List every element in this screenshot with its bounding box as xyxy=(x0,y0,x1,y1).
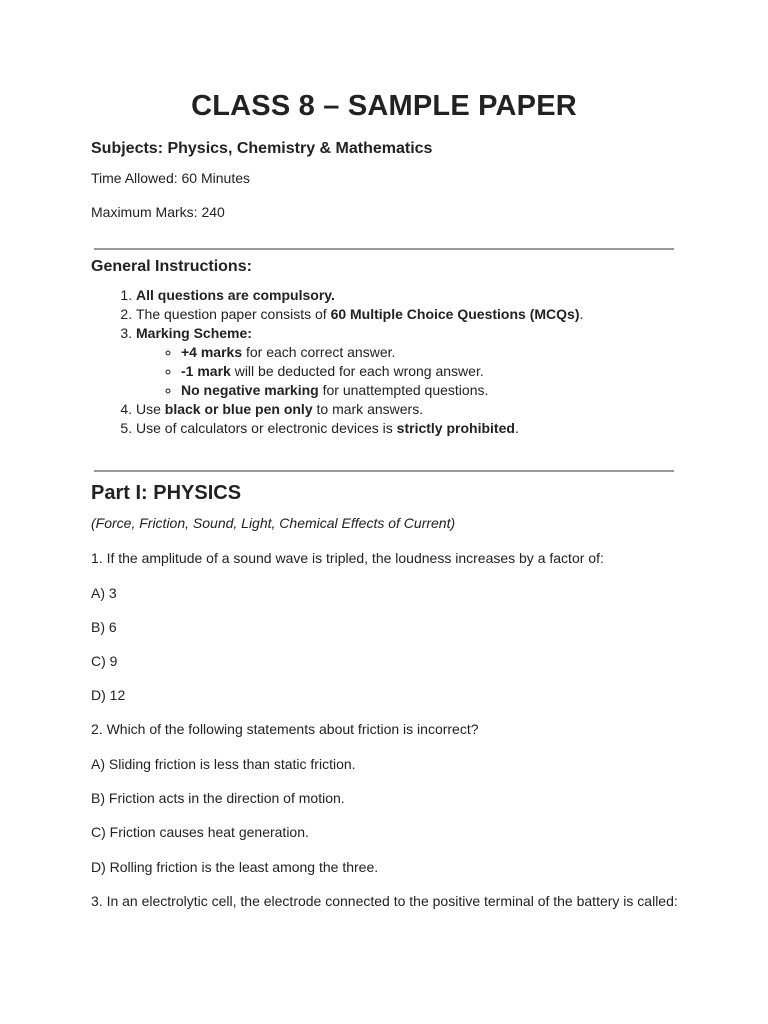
option-text: D) Rolling friction is the least among the three. xyxy=(91,859,379,875)
instruction-text: . xyxy=(514,420,519,436)
option-text: D) 12 xyxy=(91,687,126,703)
option-text: A) Sliding friction is less than static friction. xyxy=(91,756,356,772)
option-text: B) 6 xyxy=(91,619,117,635)
subjects-line: Subjects: Physics, Chemistry & Mathematics xyxy=(91,140,433,157)
instruction-emphasis: No negative marking xyxy=(181,382,319,398)
marking-scheme-list xyxy=(136,343,736,400)
instruction-text: The question paper consists of xyxy=(136,306,331,322)
instructions-heading: General Instructions: xyxy=(91,258,252,275)
instruction-text: to mark answers. xyxy=(312,401,424,417)
list-item xyxy=(136,419,736,438)
instruction-emphasis: +4 marks xyxy=(181,344,243,360)
time-allowed: Time Allowed: 60 Minutes xyxy=(91,170,250,186)
list-item xyxy=(136,305,736,324)
instruction-text: Marking Scheme: xyxy=(136,325,252,341)
instruction-text: for unattempted questions. xyxy=(318,382,489,398)
section-heading-physics: Part I: PHYSICS xyxy=(91,482,242,504)
instruction-text: Use xyxy=(136,401,165,417)
divider xyxy=(94,470,674,472)
instruction-text: will be deducted for each wrong answer. xyxy=(230,363,484,379)
instruction-emphasis: strictly prohibited xyxy=(396,420,515,436)
option-text: C) 9 xyxy=(91,653,118,669)
instruction-emphasis: 60 Multiple Choice Questions (MCQs) xyxy=(330,306,580,322)
instruction-emphasis: -1 mark xyxy=(181,363,231,379)
option-text: B) Friction acts in the direction of motion. xyxy=(91,790,345,806)
maximum-marks: Maximum Marks: 240 xyxy=(91,204,225,220)
question-text: 1. If the amplitude of a sound wave is tripled, the loudness increases by a factor of: xyxy=(91,550,604,566)
divider xyxy=(94,248,674,250)
topics-line: (Force, Friction, Sound, Light, Chemical Effects of Current) xyxy=(91,515,456,531)
list-item xyxy=(136,286,736,305)
list-item xyxy=(181,381,736,400)
list-item xyxy=(136,324,736,400)
list-item xyxy=(181,362,736,381)
instructions-list xyxy=(91,286,736,438)
instruction-text: . xyxy=(579,306,584,322)
list-item xyxy=(181,343,736,362)
list-item xyxy=(136,400,736,419)
instruction-text: All questions are compulsory. xyxy=(136,287,335,303)
option-text: C) Friction causes heat generation. xyxy=(91,824,309,840)
page-title: CLASS 8 – SAMPLE PAPER xyxy=(191,90,577,122)
instruction-emphasis: black or blue pen only xyxy=(164,401,313,417)
instruction-text: Use of calculators or electronic devices is xyxy=(136,420,397,436)
question-text: 2. Which of the following statements about friction is incorrect? xyxy=(91,721,479,737)
instruction-text: for each correct answer. xyxy=(242,344,396,360)
question-text: 3. In an electrolytic cell, the electrode connected to the positive terminal of the battery is called: xyxy=(91,893,678,909)
option-text: A) 3 xyxy=(91,585,117,601)
